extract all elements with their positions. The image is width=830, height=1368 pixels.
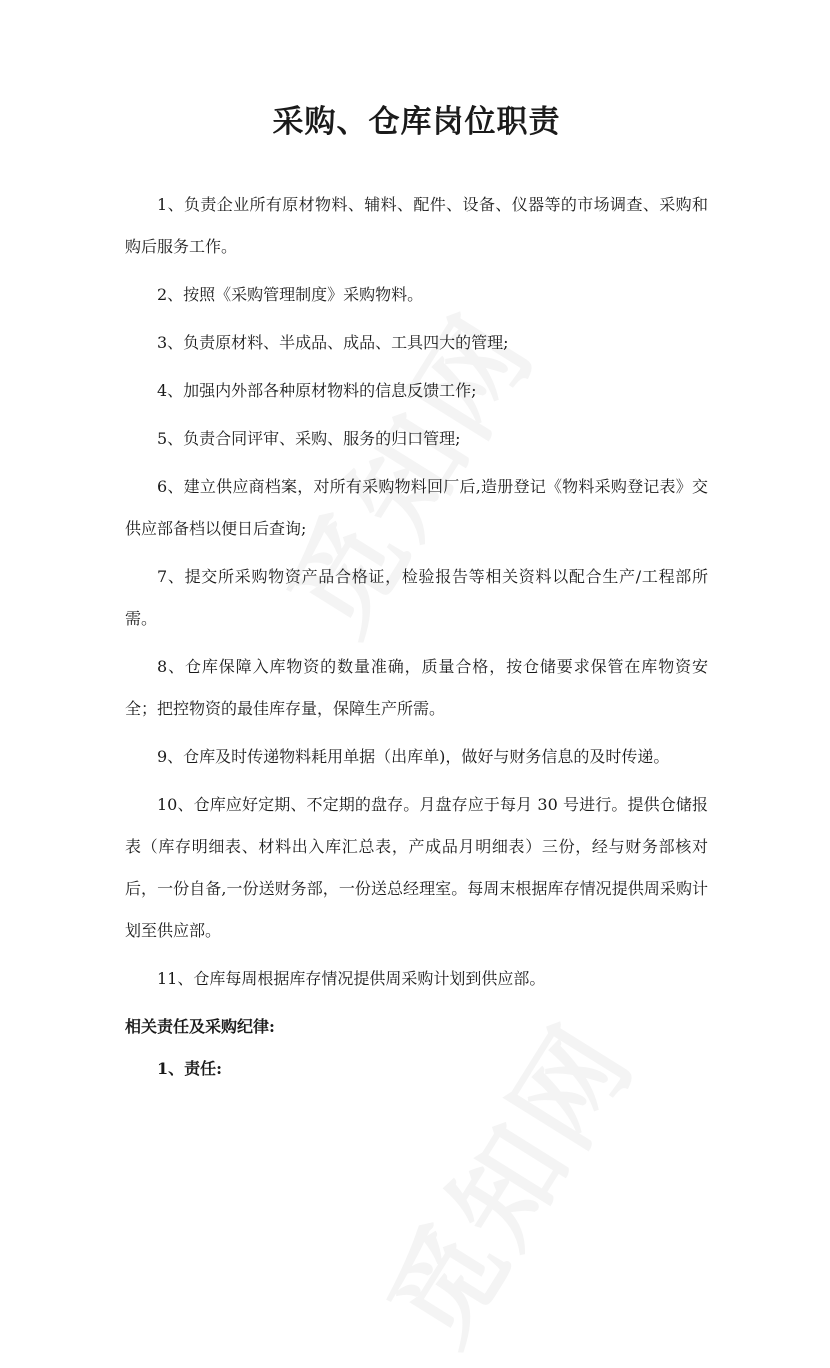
duty-item-10: 10、仓库应好定期、不定期的盘存。月盘存应于每月 30 号进行。提供仓储报表（库存明细表、材料出入库汇总表，产成品月明细表）三份，经与财务部核对后，一份自备,一份送财务部，一份送总经理室。每周末根据库存情况提供周采购计划至供应部。: [125, 795, 708, 940]
duty-item-9: 9、仓库及时传递物料耗用单据（出库单)，做好与财务信息的及时传递。: [157, 747, 670, 766]
duty-item-11: 11、仓库每周根据库存情况提供周采购计划到供应部。: [157, 969, 546, 988]
duty-item-8: 8、仓库保障入库物资的数量准确，质量合格，按仓储要求保管在库物资安全；把控物资的最佳库存量，保障生产所需。: [125, 657, 708, 718]
duty-item-6: 6、建立供应商档案，对所有采购物料回厂后,造册登记《物料采购登记表》交供应部备档以便日后查询;: [125, 477, 708, 538]
duty-item-2: 2、按照《采购管理制度》采购物料。: [157, 285, 424, 304]
duty-list: [125, 184, 708, 1000]
duty-item-1: 1、负责企业所有原材物料、辅料、配件、设备、仪器等的市场调查、采购和购后服务工作。: [125, 195, 708, 256]
duty-item-5: 5、负责合同评审、采购、服务的归口管理;: [157, 429, 461, 448]
duty-item-4: 4、加强内外部各种原材物料的信息反馈工作;: [157, 381, 477, 400]
duty-item-3: 3、负责原材料、半成品、成品、工具四大的管理;: [157, 333, 509, 352]
document-title: 采购、仓库岗位职责: [272, 104, 561, 140]
sub-heading: 1、责任:: [157, 1059, 223, 1078]
duty-item-7: 7、提交所采购物资产品合格证，检验报告等相关资料以配合生产/工程部所需。: [125, 567, 708, 628]
section-heading: 相关责任及采购纪律:: [125, 1017, 275, 1036]
